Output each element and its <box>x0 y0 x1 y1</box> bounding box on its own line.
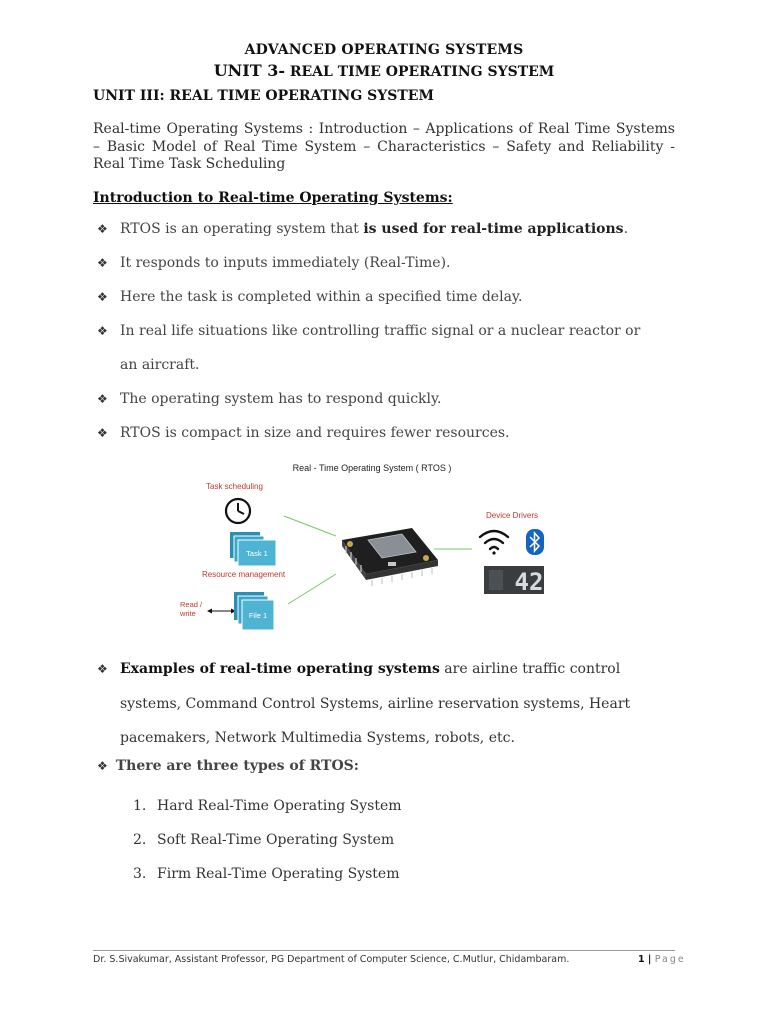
list-item-label: Firm Real-Time Operating System <box>157 866 400 882</box>
bluetooth-icon <box>526 529 544 555</box>
page-number-value: 1 <box>638 954 645 965</box>
page-number <box>638 954 686 965</box>
list-item <box>97 212 677 246</box>
microcontroller-board-icon <box>342 528 438 586</box>
list-item <box>97 314 677 348</box>
diamond-bullet-icon: ❖ <box>97 256 108 270</box>
display-value: 42 <box>514 568 544 596</box>
bullet-text: The operating system has to respond quickly. <box>120 391 442 407</box>
connector-line <box>284 516 336 536</box>
device-drivers-label: Device Drivers <box>486 511 539 520</box>
unit-title <box>0 61 768 80</box>
file-label: File 1 <box>248 611 268 620</box>
wifi-icon <box>480 531 508 555</box>
intro-paragraph: Real-time Operating Systems : Introduction – Applications of Real Time Systems – Basic Model of Real Time System – Characteristics – Safety and Reliability - Real Time Task Scheduling <box>93 121 675 172</box>
examples-bold: Examples of real-time operating systems <box>120 661 440 677</box>
read-write-label-2: write <box>180 609 196 618</box>
list-item <box>97 416 677 450</box>
diamond-bullet-icon: ❖ <box>97 426 108 440</box>
examples-text: systems, Command Control Systems, airline reservation systems, Heart <box>120 695 631 712</box>
clock-icon <box>226 499 250 523</box>
bullet-text: Here the task is completed within a specified time delay. <box>120 289 523 305</box>
footer-author: Dr. S.Sivakumar, Assistant Professor, PG Department of Computer Science, C.Mutlur, Chidambaram. <box>93 954 570 965</box>
list-number: 3. <box>133 866 147 882</box>
list-item-label: Soft Real-Time Operating System <box>157 832 395 848</box>
list-item-continuation <box>97 348 677 382</box>
bullet-text: In real life situations like controlling traffic signal or a nuclear reactor or <box>120 323 641 339</box>
diamond-bullet-icon: ❖ <box>97 222 108 236</box>
list-item <box>97 382 677 416</box>
list-item <box>133 823 402 857</box>
list-item <box>133 789 402 823</box>
examples-text: are airline traffic control <box>439 661 621 677</box>
bullet-text: It responds to inputs immediately (Real-Time). <box>120 255 451 271</box>
examples-item-continuation <box>97 687 675 722</box>
list-number: 1. <box>133 798 147 814</box>
diamond-bullet-icon: ❖ <box>97 324 108 338</box>
task-stack-icon <box>230 532 276 566</box>
page-separator: | <box>644 954 655 965</box>
list-item <box>97 280 677 314</box>
diamond-bullet-icon: ❖ <box>97 662 108 676</box>
unit-name: REAL TIME OPERATING SYSTEM <box>285 64 555 80</box>
footer-divider <box>93 950 675 951</box>
examples-list <box>97 652 675 756</box>
examples-item <box>97 652 675 687</box>
list-item <box>97 246 677 280</box>
diamond-bullet-icon: ❖ <box>97 392 108 406</box>
diamond-bullet-icon: ❖ <box>97 759 108 773</box>
list-item-label: Hard Real-Time Operating System <box>157 798 402 814</box>
page-word: Page <box>654 954 686 965</box>
page-footer <box>93 954 693 965</box>
resource-management-label: Resource management <box>202 570 286 579</box>
examples-item-continuation <box>97 721 675 756</box>
examples-text: pacemakers, Network Multimedia Systems, robots, etc. <box>120 730 515 746</box>
bullet-text: . <box>623 221 629 237</box>
bullet-text: RTOS is an operating system that <box>120 221 364 237</box>
types-heading <box>97 758 359 774</box>
bullet-text: an aircraft. <box>120 357 200 373</box>
double-arrow-icon <box>207 609 236 614</box>
bullet-text: RTOS is compact in size and requires fewer resources. <box>120 425 510 441</box>
types-heading-text: There are three types of RTOS: <box>115 758 359 774</box>
bullet-bold-text: is used for real-time applications <box>363 221 624 237</box>
rtos-bullet-list <box>97 212 677 450</box>
connector-line <box>288 574 336 604</box>
intro-title: Introduction to Real-time Operating Systems: <box>93 190 453 206</box>
file-stack-icon <box>234 592 274 630</box>
list-item <box>133 857 402 891</box>
diamond-bullet-icon: ❖ <box>97 290 108 304</box>
section-heading: UNIT III: REAL TIME OPERATING SYSTEM <box>93 88 434 104</box>
list-number: 2. <box>133 832 147 848</box>
unit-number: UNIT 3- <box>213 61 285 80</box>
rtos-diagram <box>176 458 556 638</box>
read-write-label: Read / <box>180 600 203 609</box>
diagram-title: Real - Time Operating System ( RTOS ) <box>292 463 452 473</box>
task-scheduling-label: Task scheduling <box>206 482 263 491</box>
rtos-types-list <box>133 789 402 891</box>
course-title: ADVANCED OPERATING SYSTEMS <box>244 42 524 58</box>
seven-segment-display-icon <box>484 566 544 596</box>
task-label: Task 1 <box>246 549 268 558</box>
